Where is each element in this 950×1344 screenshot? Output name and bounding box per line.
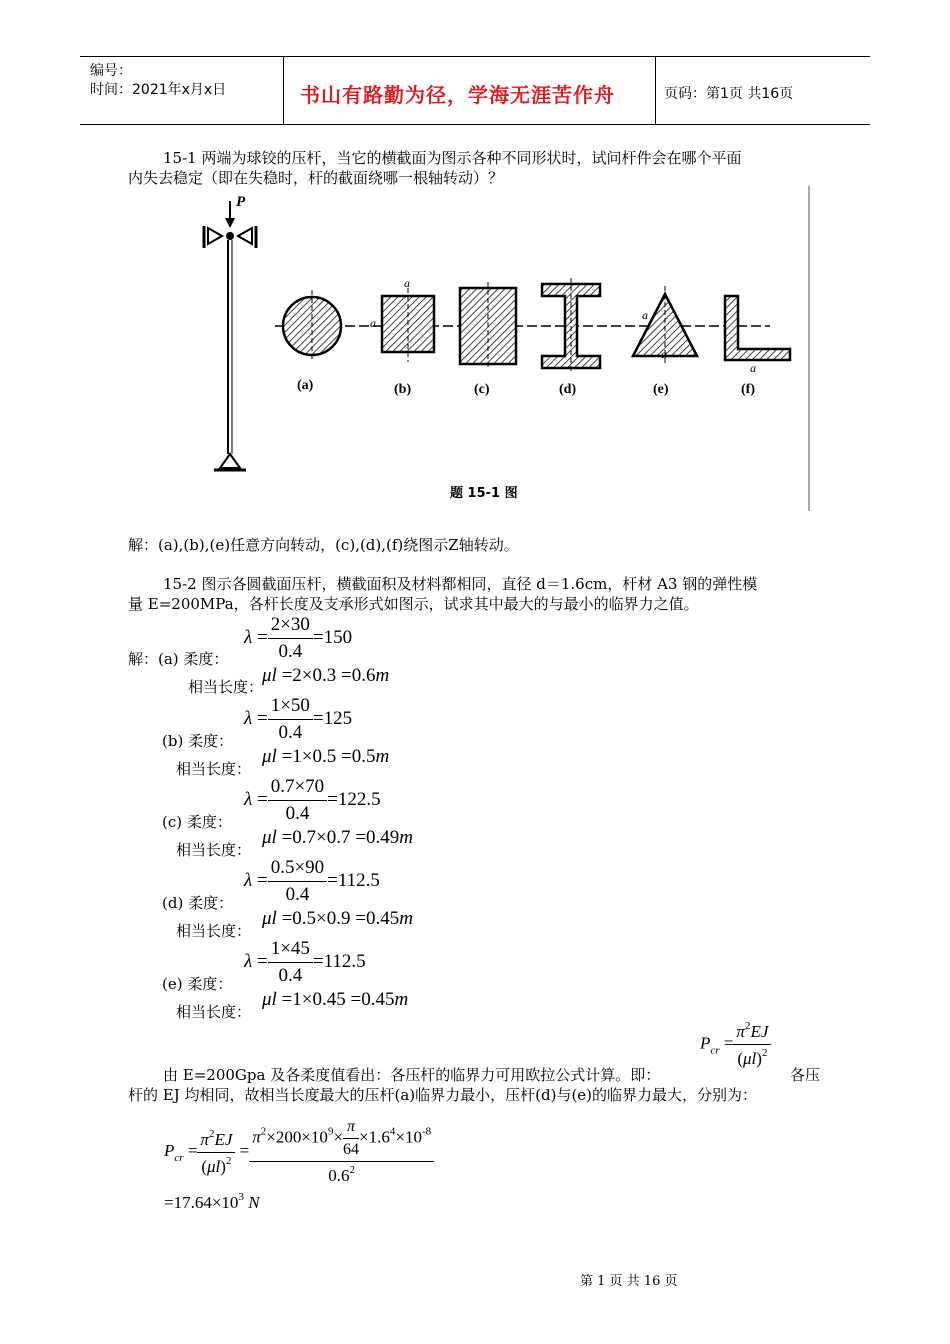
- slenderness-formula-c: λ = $\frac{0.7\times 70}{0.4}$ =122.5: [244, 776, 381, 824]
- motto-banner: 书山有路勤为径，学海无涯苦作舟: [300, 83, 615, 107]
- page-label: 页码：第1页 共16页: [664, 86, 794, 102]
- axis-label-a: a: [370, 316, 376, 330]
- problem-2-text-line1: 15-2 图示各圆截面压杆，横截面积及材料都相同，直径 d＝1.6cm，杆材 A3 钢的弹性模: [163, 575, 758, 593]
- conclusion-tail: 各压: [790, 1066, 821, 1084]
- euler-formula-inline: $P_{cr}$ = $\frac{\pi^2EJ}{(\mu l)^2}$: [700, 1020, 771, 1069]
- header-top-rule: [80, 56, 870, 57]
- critical-force-result: $=17.64\times 10^3$ N: [164, 1191, 260, 1212]
- number-label: 编号：: [90, 63, 132, 79]
- problem-2-text-line2: 量 E=200MPa，各杆长度及支承形式如图示，试求其中最大的与最小的临界力之值。: [128, 595, 699, 613]
- equivalent-length-formula-e: μl =1×0.45 =0.45m: [262, 989, 409, 1010]
- header-divider-left: [283, 56, 284, 125]
- equivalent-length-label-e: 相当长度：: [176, 1003, 252, 1021]
- equivalent-length-label-b: 相当长度：: [176, 760, 252, 778]
- equivalent-length-label-c: 相当长度：: [176, 841, 252, 859]
- angle-section: [725, 296, 790, 360]
- sub-label-b: (b): [394, 382, 412, 397]
- equivalent-length-label-a: 相当长度：: [188, 678, 264, 696]
- load-label: P: [236, 194, 246, 210]
- conclusion-line2: 杆的 EJ 均相同，故相当长度最大的压杆(a)临界力最小，压杆(d)与(e)的临界力最大，分别为：: [128, 1086, 758, 1104]
- sub-label-d: (d): [559, 382, 577, 397]
- case-label-a: 解：(a) 柔度：: [128, 650, 229, 668]
- slenderness-formula-a: λ = $\frac{2\times 30}{0.4}$ =150: [244, 614, 353, 662]
- slenderness-formula-b: λ = $\frac{1\times 50}{0.4}$ =125: [244, 695, 353, 743]
- case-label-b: (b) 柔度：: [162, 732, 234, 750]
- case-label-d: (d) 柔度：: [162, 894, 234, 912]
- problem-1-answer: 解：(a),(b),(e)任意方向转动，(c),(d),(f)绕图示Z轴转动。: [128, 536, 519, 554]
- header-divider-right: [655, 56, 656, 125]
- critical-force-computation: $P_{cr}$ = $\frac{\pi^2EJ}{(\mu l)^2}$ = $\pi^2\times 200\times 10^9\times$ $\frac{\pi}{64}$ $\times 1.6^4\times 10^{-8}$ $0.6^2$: [164, 1118, 434, 1186]
- time-label: 时间：2021年x月x日: [90, 82, 227, 98]
- header-bottom-rule: [80, 124, 870, 125]
- column-diagram: [204, 194, 256, 470]
- sub-label-a: (a): [297, 378, 314, 393]
- problem-1-text-line2: 内失去稳定（即在失稳时，杆的截面绕哪一根轴转动）？: [128, 169, 504, 187]
- sub-label-f: (f): [741, 382, 755, 397]
- equivalent-length-formula-d: μl =0.5×0.9 =0.45m: [262, 908, 413, 929]
- problem-1-text-line1: 15-1 两端为球铰的压杆，当它的横截面为图示各种不同形状时，试问杆件会在哪个平面: [163, 149, 742, 167]
- case-label-e: (e) 柔度：: [162, 975, 233, 993]
- sub-label-e: (e): [653, 382, 669, 397]
- page-footer: 第 1 页 共 16 页: [580, 1274, 678, 1289]
- equivalent-length-formula-c: μl =0.7×0.7 =0.49m: [262, 827, 413, 848]
- axis-label-a: a: [642, 308, 648, 322]
- figure-15-1: [190, 186, 815, 511]
- figure-caption: 题 15-1 图: [450, 486, 518, 501]
- equivalent-length-formula-a: μl =2×0.3 =0.6m: [262, 665, 390, 686]
- axis-label-a: a: [750, 361, 756, 375]
- axis-label-a: a: [661, 347, 667, 361]
- slenderness-formula-e: λ = $\frac{1\times 45}{0.4}$ =112.5: [244, 938, 366, 986]
- equivalent-length-label-d: 相当长度：: [176, 922, 252, 940]
- axis-label-a: a: [404, 276, 410, 290]
- sub-label-c: (c): [474, 382, 490, 397]
- equivalent-length-formula-b: μl =1×0.5 =0.5m: [262, 746, 390, 767]
- slenderness-formula-d: λ = $\frac{0.5\times 90}{0.4}$ =112.5: [244, 857, 380, 905]
- conclusion-line1: 由 E=200Gpa 及各柔度值看出：各压杆的临界力可用欧拉公式计算。即：: [163, 1066, 661, 1084]
- case-label-c: (c) 柔度：: [162, 813, 232, 831]
